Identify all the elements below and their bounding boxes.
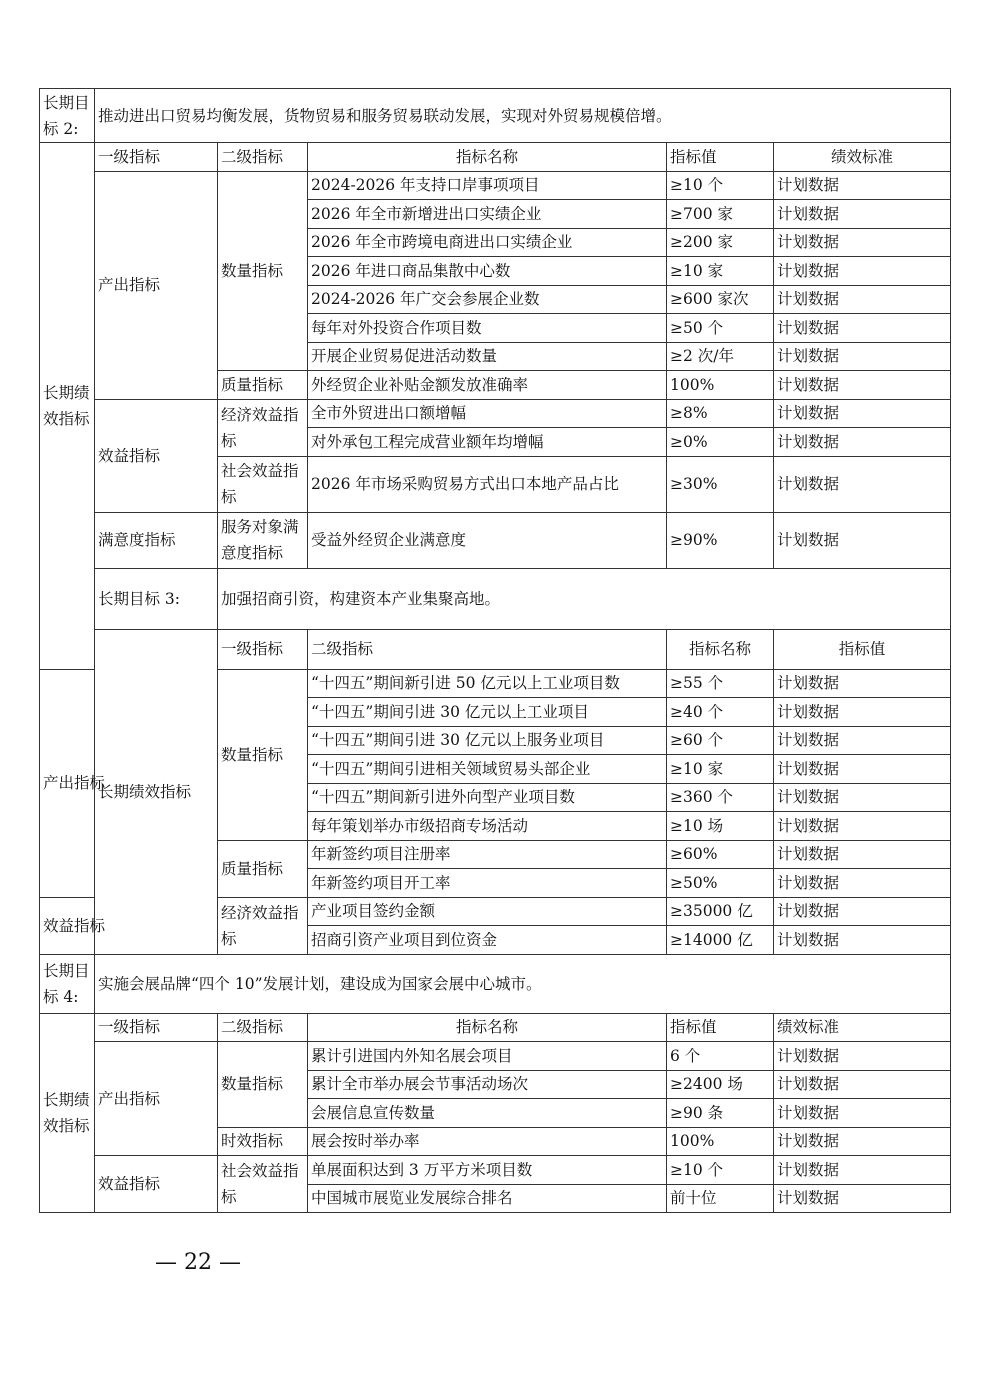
indicator-standard: 计划数据 — [774, 897, 951, 926]
indicator-standard: 计划数据 — [774, 228, 951, 257]
indicator-name: 累计引进国内外知名展会项目 — [308, 1042, 667, 1071]
indicator-value: 100% — [667, 1127, 774, 1156]
goal-text: 实施会展品牌“四个 10”发展计划，建设成为国家会展中心城市。 — [95, 954, 951, 1013]
indicator-standard: 计划数据 — [774, 840, 951, 869]
header-cell: 一级指标 — [218, 629, 308, 669]
header-cell: 指标名称 — [308, 143, 667, 172]
level2-cell: 社会效益指标 — [218, 456, 308, 512]
header-cell: 指标名称 — [308, 1013, 667, 1042]
indicator-name: 年新签约项目注册率 — [308, 840, 667, 869]
header-cell: 二级指标 — [218, 143, 308, 172]
indicator-name: “十四五”期间引进 30 亿元以上服务业项目 — [308, 726, 667, 755]
level2-cell: 时效指标 — [218, 1127, 308, 1156]
indicator-standard: 计划数据 — [774, 371, 951, 400]
indicator-name: 2024-2026 年支持口岸事项项目 — [308, 171, 667, 200]
indicator-name: 2024-2026 年广交会参展企业数 — [308, 285, 667, 314]
indicator-name: 2026 年市场采购贸易方式出口本地产品占比 — [308, 456, 667, 512]
level2-cell: 数量指标 — [218, 669, 308, 840]
level1-cell: 满意度指标 — [95, 512, 218, 568]
indicator-value: ≥200 家 — [667, 228, 774, 257]
indicator-name: 每年对外投资合作项目数 — [308, 314, 667, 343]
goal-row — [40, 954, 951, 1013]
indicator-standard: 计划数据 — [774, 783, 951, 812]
header-cell: 一级指标 — [95, 143, 218, 172]
indicator-standard: 计划数据 — [774, 1156, 951, 1185]
level2-cell: 数量指标 — [218, 171, 308, 371]
goal-row — [40, 568, 951, 629]
indicator-standard: 计划数据 — [774, 456, 951, 512]
indicator-value: 前十位 — [667, 1184, 774, 1213]
indicator-standard: 计划数据 — [774, 698, 951, 727]
indicator-value: ≥700 家 — [667, 200, 774, 229]
header-cell: 绩效标准 — [774, 143, 951, 172]
indicator-value: ≥360 个 — [667, 783, 774, 812]
indicator-standard: 计划数据 — [774, 257, 951, 286]
indicator-standard: 计划数据 — [774, 200, 951, 229]
indicator-value: ≥600 家次 — [667, 285, 774, 314]
header-row — [40, 1013, 951, 1042]
goal-text: 加强招商引资，构建资本产业集聚高地。 — [218, 568, 951, 629]
indicator-name: 年新签约项目开工率 — [308, 869, 667, 898]
indicator-standard: 计划数据 — [774, 1184, 951, 1213]
level1-cell: 效益指标 — [95, 399, 218, 512]
level2-cell: 社会效益指标 — [218, 1156, 308, 1213]
indicator-name: 受益外经贸企业满意度 — [308, 512, 667, 568]
indicator-value: ≥60% — [667, 840, 774, 869]
level1-cell: 产出指标 — [95, 1042, 218, 1156]
indicator-standard: 计划数据 — [774, 1042, 951, 1071]
performance-indicator-table — [39, 88, 951, 1213]
level2-cell: 经济效益指标 — [218, 897, 308, 954]
indicator-value: ≥55 个 — [667, 669, 774, 698]
level1-cell: 效益指标 — [40, 897, 95, 954]
indicator-standard: 计划数据 — [774, 1070, 951, 1099]
indicator-standard: 计划数据 — [774, 926, 951, 955]
indicator-name: 中国城市展览业发展综合排名 — [308, 1184, 667, 1213]
indicator-name: 会展信息宣传数量 — [308, 1099, 667, 1128]
table-row — [40, 399, 951, 428]
indicator-value: ≥60 个 — [667, 726, 774, 755]
header-cell: 指标名称 — [667, 629, 774, 669]
header-cell: 指标值 — [667, 1013, 774, 1042]
goal-label: 长期目标 3: — [95, 568, 218, 629]
indicator-name: “十四五”期间新引进外向型产业项目数 — [308, 783, 667, 812]
indicator-standard: 计划数据 — [774, 869, 951, 898]
indicator-value: ≥30% — [667, 456, 774, 512]
indicator-name: “十四五”期间新引进 50 亿元以上工业项目数 — [308, 669, 667, 698]
goal-label: 长期目标 4: — [40, 954, 95, 1013]
indicator-value: ≥90 条 — [667, 1099, 774, 1128]
indicator-name: “十四五”期间引进 30 亿元以上工业项目 — [308, 698, 667, 727]
indicator-value: ≥10 家 — [667, 257, 774, 286]
section-label: 长期绩效指标 — [95, 629, 218, 954]
indicator-standard: 计划数据 — [774, 1099, 951, 1128]
goal-label: 长期目标 2: — [40, 89, 95, 143]
header-row — [40, 629, 951, 669]
level2-cell: 经济效益指标 — [218, 399, 308, 456]
indicator-name: 每年策划举办市级招商专场活动 — [308, 812, 667, 841]
indicator-standard: 计划数据 — [774, 171, 951, 200]
level2-cell: 质量指标 — [218, 840, 308, 897]
section-label: 长期绩效指标 — [40, 1013, 95, 1213]
table-row — [40, 171, 951, 200]
indicator-standard: 计划数据 — [774, 314, 951, 343]
header-cell: 一级指标 — [95, 1013, 218, 1042]
indicator-value: ≥10 个 — [667, 1156, 774, 1185]
indicator-value: ≥10 个 — [667, 171, 774, 200]
table-row — [40, 512, 951, 568]
header-cell: 指标值 — [774, 629, 951, 669]
indicator-name: 累计全市举办展会节事活动场次 — [308, 1070, 667, 1099]
indicator-name: 2026 年进口商品集散中心数 — [308, 257, 667, 286]
indicator-value: ≥50 个 — [667, 314, 774, 343]
indicator-value: ≥40 个 — [667, 698, 774, 727]
indicator-value: ≥90% — [667, 512, 774, 568]
indicator-value: ≥10 家 — [667, 755, 774, 784]
page-number: — 22 — — [155, 1250, 241, 1275]
level1-cell: 效益指标 — [95, 1156, 218, 1213]
indicator-value: ≥14000 亿 — [667, 926, 774, 955]
indicator-standard: 计划数据 — [774, 399, 951, 428]
indicator-name: 全市外贸进出口额增幅 — [308, 399, 667, 428]
indicator-standard: 计划数据 — [774, 669, 951, 698]
indicator-value: ≥2 次/年 — [667, 342, 774, 371]
indicator-name: “十四五”期间引进相关领域贸易头部企业 — [308, 755, 667, 784]
indicator-value: ≥10 场 — [667, 812, 774, 841]
indicator-name: 招商引资产业项目到位资金 — [308, 926, 667, 955]
goal-row — [40, 89, 951, 143]
indicator-name: 对外承包工程完成营业额年均增幅 — [308, 428, 667, 457]
table-row — [40, 1156, 951, 1185]
level1-cell: 产出指标 — [40, 669, 95, 897]
indicator-standard: 计划数据 — [774, 1127, 951, 1156]
indicator-value: 6 个 — [667, 1042, 774, 1071]
indicator-value: ≥50% — [667, 869, 774, 898]
indicator-name: 展会按时举办率 — [308, 1127, 667, 1156]
indicator-value: ≥35000 亿 — [667, 897, 774, 926]
indicator-value: ≥8% — [667, 399, 774, 428]
indicator-standard: 计划数据 — [774, 285, 951, 314]
indicator-value: 100% — [667, 371, 774, 400]
indicator-standard: 计划数据 — [774, 428, 951, 457]
indicator-name: 外经贸企业补贴金额发放准确率 — [308, 371, 667, 400]
indicator-name: 单展面积达到 3 万平方米项目数 — [308, 1156, 667, 1185]
indicator-name: 2026 年全市跨境电商进出口实绩企业 — [308, 228, 667, 257]
indicator-standard: 计划数据 — [774, 726, 951, 755]
indicator-standard: 计划数据 — [774, 755, 951, 784]
goal-text: 推动进出口贸易均衡发展，货物贸易和服务贸易联动发展，实现对外贸易规模倍增。 — [95, 89, 951, 143]
table-row — [40, 1042, 951, 1071]
indicator-value: ≥0% — [667, 428, 774, 457]
header-cell: 二级指标 — [308, 629, 667, 669]
header-row — [40, 143, 951, 172]
indicator-standard: 计划数据 — [774, 512, 951, 568]
indicator-value: ≥2400 场 — [667, 1070, 774, 1099]
header-cell: 二级指标 — [218, 1013, 308, 1042]
section-label: 长期绩效指标 — [40, 143, 95, 670]
indicator-name: 开展企业贸易促进活动数量 — [308, 342, 667, 371]
indicator-name: 2026 年全市新增进出口实绩企业 — [308, 200, 667, 229]
level1-cell: 产出指标 — [95, 171, 218, 399]
level2-cell: 质量指标 — [218, 371, 308, 400]
level2-cell: 数量指标 — [218, 1042, 308, 1128]
indicator-name: 产业项目签约金额 — [308, 897, 667, 926]
level2-cell: 服务对象满意度指标 — [218, 512, 308, 568]
indicator-standard: 计划数据 — [774, 812, 951, 841]
header-cell: 绩效标准 — [774, 1013, 951, 1042]
header-cell: 指标值 — [667, 143, 774, 172]
indicator-standard: 计划数据 — [774, 342, 951, 371]
